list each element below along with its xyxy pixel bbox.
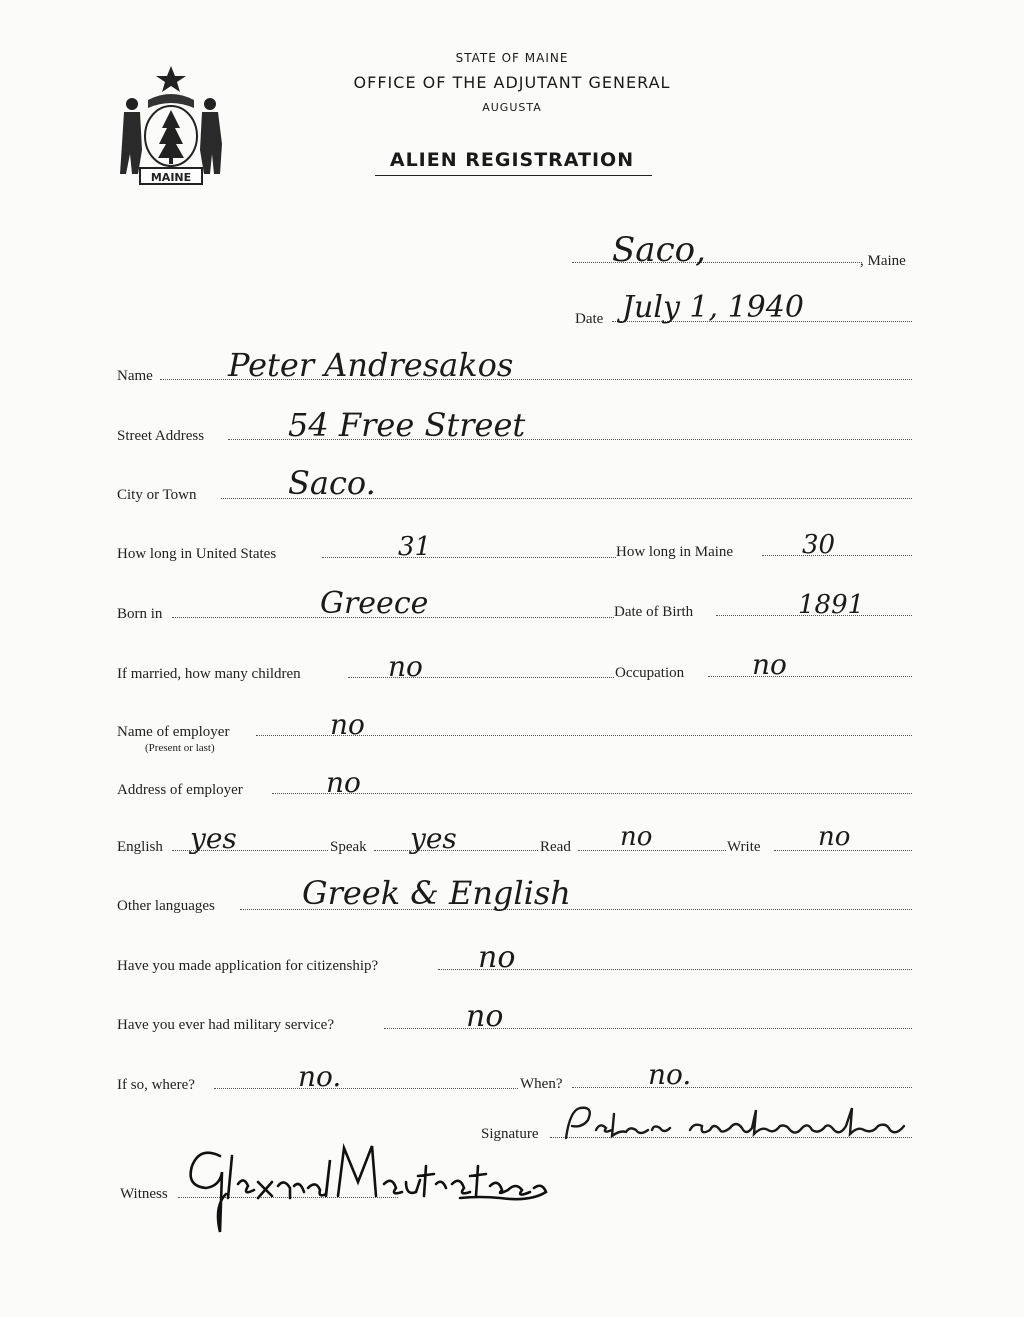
applicant-signature-icon bbox=[560, 1100, 930, 1150]
where-label: If so, where? bbox=[117, 1077, 195, 1093]
employer-label: Name of employer bbox=[117, 724, 230, 740]
when-value[interactable]: no. bbox=[648, 1058, 692, 1091]
children-value[interactable]: no bbox=[388, 650, 423, 683]
header-state: STATE OF MAINE bbox=[455, 51, 569, 65]
occupation-label: Occupation bbox=[615, 665, 685, 681]
other-languages-label: Other languages bbox=[117, 898, 215, 914]
military-label: Have you ever had military service? bbox=[117, 1017, 334, 1033]
street-value[interactable]: 54 Free Street bbox=[288, 406, 526, 444]
place-suffix: , Maine bbox=[860, 253, 906, 269]
employer-address-value[interactable]: no bbox=[326, 766, 361, 799]
born-in-label: Born in bbox=[117, 606, 163, 622]
military-line bbox=[384, 1028, 912, 1029]
english-label: English bbox=[117, 839, 163, 855]
birth-date-value[interactable]: 1891 bbox=[798, 590, 865, 620]
when-label: When? bbox=[520, 1076, 563, 1092]
name-value[interactable]: Peter Andresakos bbox=[228, 346, 514, 384]
date-value[interactable]: July 1, 1940 bbox=[622, 290, 804, 325]
write-label: Write bbox=[727, 839, 761, 855]
where-value[interactable]: no. bbox=[298, 1060, 342, 1093]
write-value[interactable]: no bbox=[818, 822, 851, 852]
military-value[interactable]: no bbox=[466, 999, 504, 1034]
occupation-value[interactable]: no bbox=[752, 648, 787, 681]
signature-label: Signature bbox=[481, 1126, 539, 1142]
children-label: If married, how many children bbox=[117, 666, 301, 682]
read-value[interactable]: no bbox=[620, 822, 653, 852]
english-value[interactable]: yes bbox=[190, 822, 237, 855]
witness-signature-icon bbox=[180, 1136, 560, 1236]
maine-years-line bbox=[762, 555, 912, 556]
maine-years-value[interactable]: 30 bbox=[802, 530, 836, 560]
date-label: Date bbox=[575, 311, 604, 327]
birth-date-label: Date of Birth bbox=[614, 604, 694, 620]
header-city: AUGUSTA bbox=[482, 101, 542, 114]
born-in-value[interactable]: Greece bbox=[320, 586, 429, 621]
employer-address-line bbox=[272, 793, 912, 794]
read-label: Read bbox=[540, 839, 571, 855]
us-years-label: How long in United States bbox=[117, 546, 277, 562]
speak-value[interactable]: yes bbox=[410, 822, 457, 855]
employer-value[interactable]: no bbox=[330, 708, 365, 741]
us-years-value[interactable]: 31 bbox=[398, 532, 432, 562]
when-line bbox=[572, 1087, 912, 1088]
street-label: Street Address bbox=[117, 428, 205, 444]
us-years-line bbox=[322, 557, 616, 558]
occupation-line bbox=[708, 676, 912, 677]
seal-banner-text: MAINE bbox=[150, 171, 192, 184]
employer-address-label: Address of employer bbox=[117, 782, 243, 798]
header-office: OFFICE OF THE ADJUTANT GENERAL bbox=[353, 73, 671, 92]
citizenship-label: Have you made application for citizenship? bbox=[117, 958, 379, 974]
maine-years-label: How long in Maine bbox=[616, 544, 734, 560]
city-value[interactable]: Saco. bbox=[288, 464, 376, 502]
witness-label: Witness bbox=[120, 1186, 168, 1202]
city-label: City or Town bbox=[117, 487, 197, 503]
employer-sublabel: (Present or last) bbox=[145, 742, 215, 754]
where-line bbox=[214, 1088, 518, 1089]
place-value[interactable]: Saco, bbox=[612, 230, 706, 270]
other-languages-value[interactable]: Greek & English bbox=[302, 874, 571, 912]
speak-label: Speak bbox=[330, 839, 367, 855]
title-underline bbox=[375, 175, 652, 176]
form-title: ALIEN REGISTRATION bbox=[389, 149, 635, 171]
citizenship-value[interactable]: no bbox=[478, 940, 516, 975]
name-label: Name bbox=[117, 368, 153, 384]
